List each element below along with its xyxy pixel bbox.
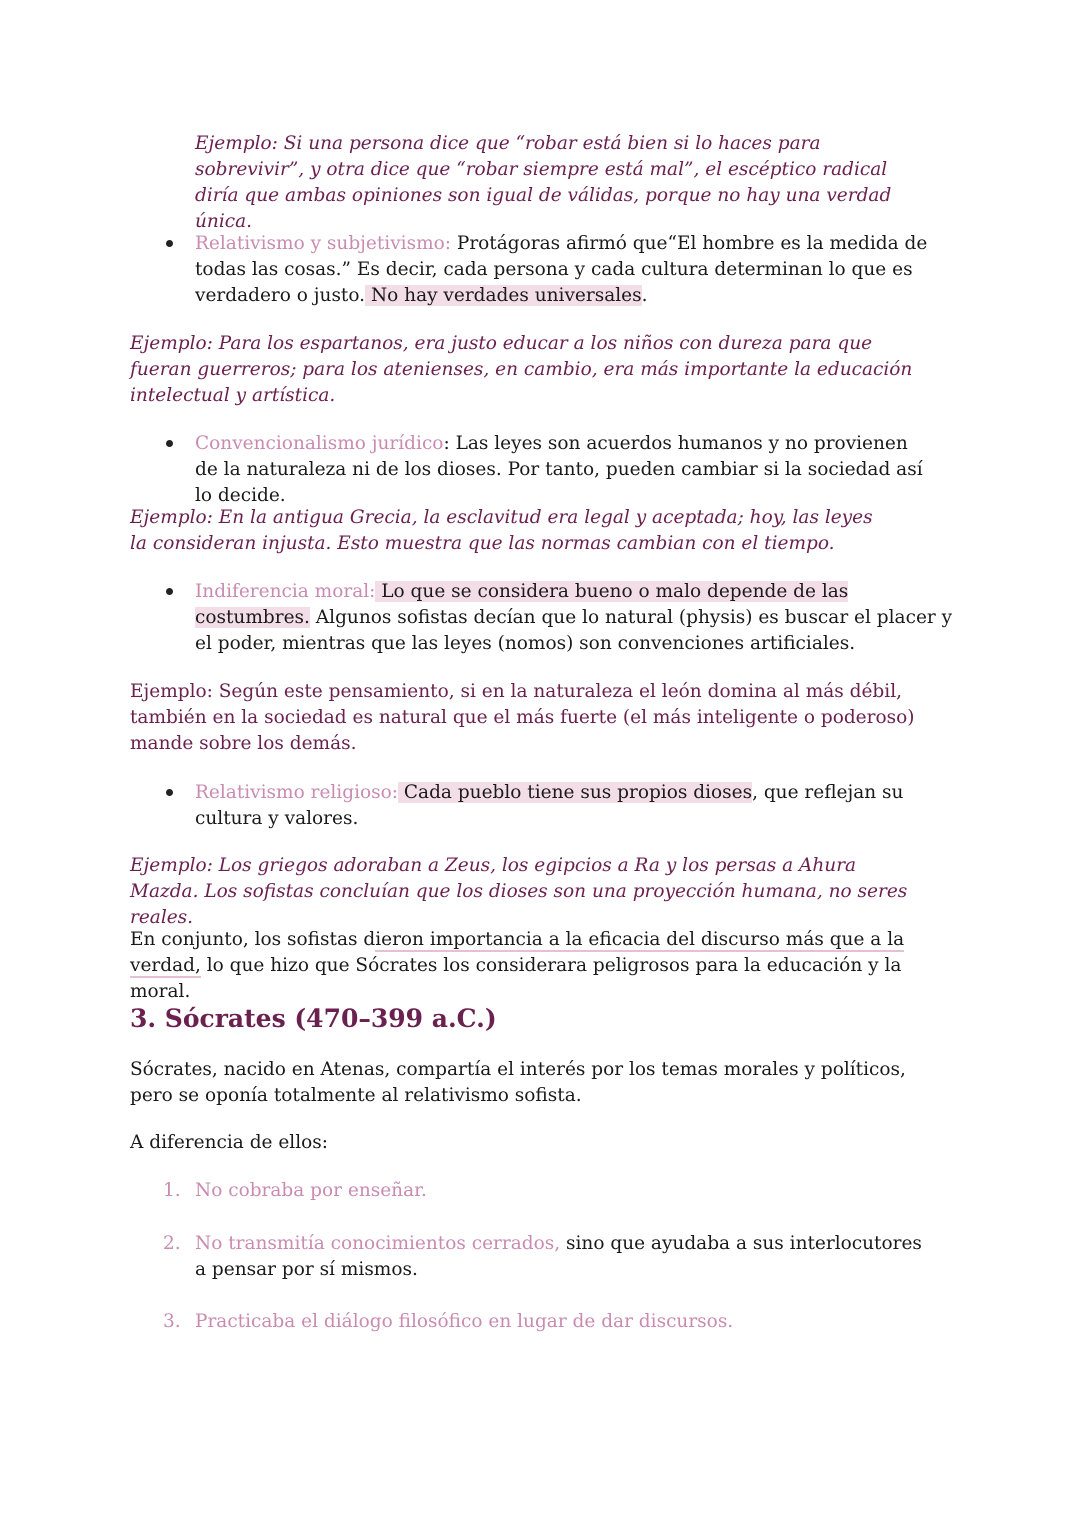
example-relativismo: Ejemplo: Para los espartanos, era justo educar a los niños con dureza para que fueran guerreros; para los atenienses, en cambio, era más importante la educación intelectual y artística.	[130, 333, 913, 406]
list-item-relativismo	[195, 231, 947, 309]
example-religioso: Ejemplo: Los griegos adoraban a Zeus, los egipcios a Ra y los persas a Ahura Mazda. Los sofistas concluían que los dioses son una proyección humana, no seres reales.	[130, 855, 908, 928]
highlight: Cada pueblo tiene sus propios dioses	[398, 782, 753, 803]
numbered-pink: Practicaba el diálogo filosófico en lugar de dar discursos.	[195, 1311, 734, 1332]
bullet-icon	[166, 789, 173, 796]
item-text: Algunos sofistas decían que lo natural (physis) es buscar el placer y el poder, mientras que las leyes (nomos) son convenciones artificiales.	[195, 607, 953, 654]
item-text: , que reflejan su cultura y valores.	[195, 782, 904, 829]
term: Relativismo religioso:	[195, 782, 398, 803]
item-text-after: .	[641, 285, 648, 306]
list-item-religioso	[195, 780, 947, 832]
conclusion	[130, 927, 950, 1005]
numbered-item-2	[195, 1231, 925, 1283]
numbered-item-1	[195, 1178, 925, 1204]
bullet-icon	[166, 240, 173, 247]
term: Indiferencia moral:	[195, 581, 376, 602]
example-convencionalismo: Ejemplo: En la antigua Grecia, la esclavitud era legal y aceptada; hoy, las leyes la consideran injusta. Esto muestra que las normas cambian con el tiempo.	[130, 507, 873, 554]
list-number: 3.	[163, 1311, 181, 1332]
list-item-indiferencia	[195, 579, 955, 657]
item-text: Protágoras afirmó que“El hombre es la medida de todas las cosas.” Es decir, cada persona y cada cultura determinan lo que es verdadero o justo.	[195, 233, 928, 306]
numbered-item-3	[195, 1309, 925, 1335]
bullet-icon	[166, 588, 173, 595]
intro-example: Ejemplo: Si una persona dice que “robar está bien si lo haces para sobrevivir”, y otra dice que “robar siempre está mal”, el escéptico radical diría que ambas opiniones son igual de válidas, porque no hay una verdad única.	[195, 133, 892, 232]
item-text: : Las leyes son acuerdos humanos y no provienen de la naturaleza ni de los dioses. Por tanto, pueden cambiar si la sociedad así lo decide.	[195, 433, 923, 506]
term: Convencionalismo jurídico	[195, 433, 444, 454]
highlight: Lo que se considera bueno o malo depende de las costumbres.	[195, 581, 849, 628]
example-indiferencia: Ejemplo: Según este pensamiento, si en la naturaleza el león domina al más débil, también en la sociedad es natural que el más fuerte (el más inteligente o poderoso) mande sobre los demás.	[130, 681, 915, 754]
bullet-icon	[166, 440, 173, 447]
conclusion-before: En conjunto, los sofistas d	[130, 929, 376, 950]
socrates-intro: Sócrates, nacido en Atenas, compartía el interés por los temas morales y políticos, pero se oponía totalmente al relativismo sofista.	[130, 1059, 906, 1106]
conclusion-underlined: ieron importancia a la eficacia del discurso más que a la verdad,	[130, 929, 905, 976]
difference-label: A diferencia de ellos:	[130, 1132, 329, 1153]
numbered-pink: No cobraba por enseñar.	[195, 1180, 427, 1201]
list-number: 2.	[163, 1233, 181, 1254]
numbered-pink: No transmitía conocimientos cerrados,	[195, 1233, 561, 1254]
list-number: 1.	[163, 1180, 181, 1201]
term: Relativismo y subjetivismo:	[195, 233, 451, 254]
conclusion-after: lo que hizo que Sócrates los considerara peligrosos para la educación y la moral.	[130, 955, 902, 1002]
numbered-rest: sino que ayudaba a sus interlocutores a pensar por sí mismos.	[195, 1233, 922, 1280]
section-title: 3. Sócrates (470–399 a.C.)	[130, 1004, 497, 1033]
highlight: No hay verdades universales	[365, 285, 642, 306]
list-item-convencionalismo	[195, 431, 925, 509]
